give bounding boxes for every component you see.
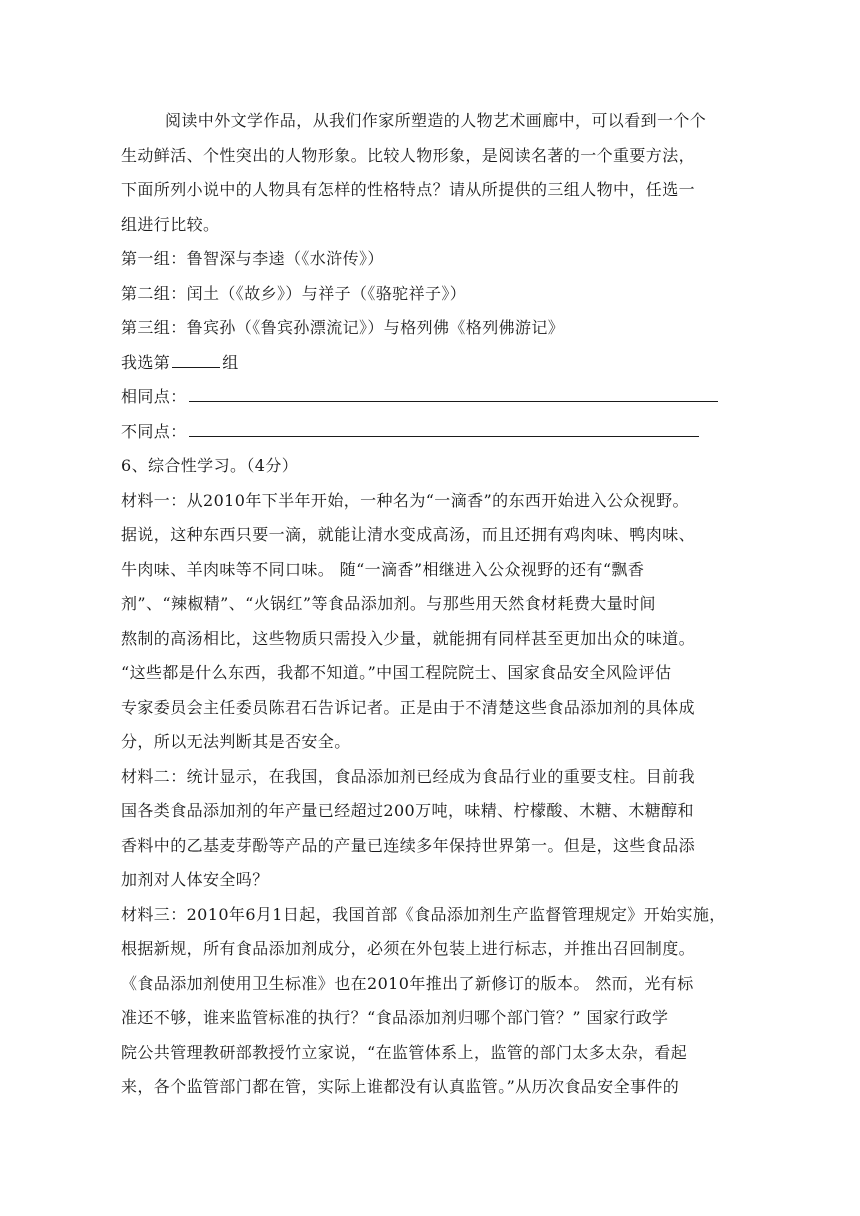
material-1-line: “这些都是什么东西，我都不知道。”中国工程院院士、国家食品安全风险评估	[121, 663, 672, 682]
intro-line: 阅读中外文学作品，从我们作家所塑造的人物艺术画廊中，可以看到一个个	[165, 111, 707, 130]
material-3-line: 根据新规，所有食品添加剂成分，必须在外包装上进行标志，并推出召回制度。	[121, 939, 696, 958]
group-option-3: 第三组：鲁宾孙（《鲁宾孙漂流记》）与格列佛《格列佛游记》	[121, 318, 565, 337]
diff-point-line	[121, 415, 741, 450]
material-1-line: 材料一：从2010年下半年开始，一种名为“一滴香”的东西开始进入公众视野。	[121, 490, 689, 510]
material-1-line: 剂”、“辣椒精”、“火锅红”等食品添加剂。与那些用天然食材耗费大量时间	[121, 594, 656, 613]
intro-line: 生动鲜活、个性突出的人物形象。比较人物形象，是阅读名著的一个重要方法，	[121, 145, 696, 165]
choose-prefix: 我选第	[121, 352, 171, 372]
material-2-line: 材料二：统计显示，在我国，食品添加剂已经成为食品行业的重要支柱。目前我	[121, 766, 696, 786]
document-page	[121, 104, 741, 1105]
choose-group-line	[121, 346, 741, 381]
material-1-line: 专家委员会主任委员陈君石告诉记者。正是由于不清楚这些食品添加剂的具体成	[121, 697, 696, 717]
material-3-line: 《食品添加剂使用卫生标准》也在2010年推出了新修订的版本。 然而，光有标	[121, 973, 694, 993]
same-point-blank[interactable]	[189, 383, 718, 402]
same-point-line	[121, 380, 741, 415]
material-1-line: 牛肉味、羊肉味等不同口味。 随“一滴香”相继进入公众视野的还有“飘香	[121, 559, 645, 579]
same-point-label: 相同点：	[121, 387, 187, 406]
material-3-line: 院公共管理教研部教授竹立家说，“在监管体系上，监管的部门太多太杂，看起	[121, 1042, 688, 1062]
material-2-line: 加剂对人体安全吗？	[121, 870, 269, 889]
material-2-line: 国各类食品添加剂的年产量已经超过200万吨，味精、柠檬酸、木糖、木糖醇和	[121, 801, 694, 820]
material-2-line: 香料中的乙基麦芽酚等产品的产量已连续多年保持世界第一。但是，这些食品添	[121, 835, 696, 855]
intro-line: 组进行比较。	[121, 214, 220, 234]
diff-point-label: 不同点：	[121, 421, 187, 441]
group-option-2: 第二组：闰土（《故乡》）与祥子（《骆驼祥子》）	[121, 283, 467, 303]
diff-point-blank[interactable]	[189, 418, 699, 437]
material-1-line: 据说，这种东西只要一滴，就能让清水变成高汤，而且还拥有鸡肉味、鸭肉味、	[121, 525, 696, 544]
group-option-1: 第一组：鲁智深与李逵（《水浒传》）	[121, 249, 384, 268]
group-choice-blank[interactable]	[172, 349, 220, 368]
choose-suffix: 组	[222, 352, 239, 372]
material-1-line: 分，所以无法判断其是否安全。	[121, 732, 351, 751]
material-3-line: 来，各个监管部门都在管，实际上谁都没有认真监管。”从历次食品安全事件的	[121, 1077, 680, 1096]
material-1-line: 熬制的高汤相比，这些物质只需投入少量，就能拥有同样甚至更加出众的味道。	[121, 628, 696, 648]
material-3-line: 准还不够，谁来监管标准的执行？“食品添加剂归哪个部门管？” 国家行政学	[121, 1008, 669, 1027]
material-3-line: 材料三：2010年6月1日起，我国首部《食品添加剂生产监督管理规定》开始实施，	[121, 904, 726, 924]
section-6-title: 6、综合性学习。（4分）	[121, 456, 299, 475]
intro-line: 下面所列小说中的人物具有怎样的性格特点？请从所提供的三组人物中，任选一	[121, 180, 696, 199]
